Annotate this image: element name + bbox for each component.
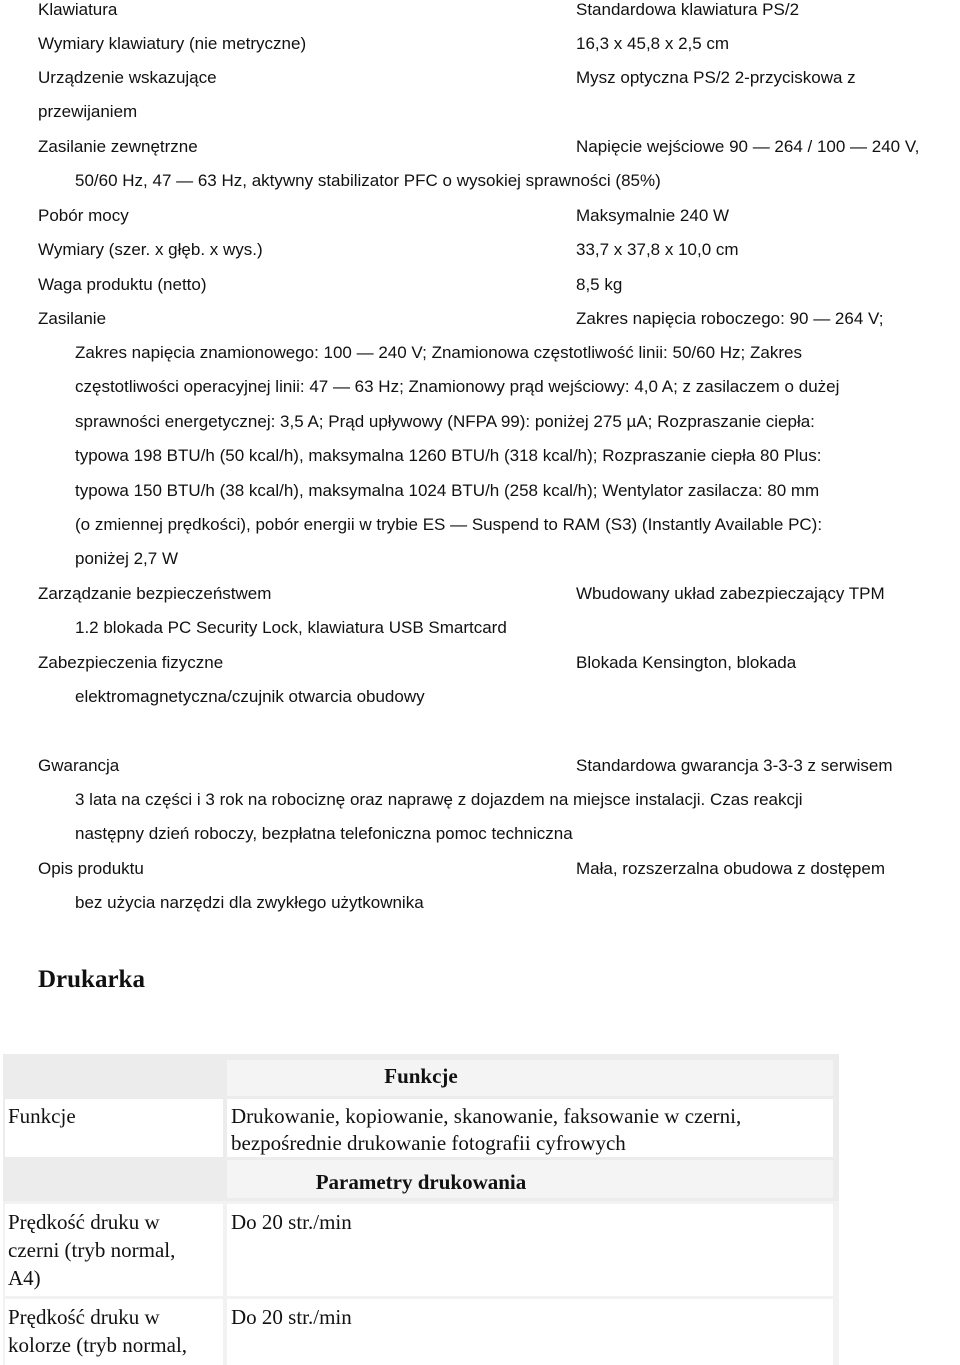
row-value-color-speed: Do 20 str./min (231, 1305, 352, 1329)
spec-label-external-power: Zasilanie zewnętrzne (38, 137, 198, 156)
spec-cont-warranty: następny dzień roboczy, bezpłatna telefoniczna pomoc techniczna (75, 824, 573, 843)
spec-label-pointing-device: Urządzenie wskazujące (38, 68, 217, 87)
spec-label-power-supply: Zasilanie (38, 309, 107, 328)
spec-cont-power-supply: częstotliwości operacyjnej linii: 47 — 63 Hz; Znamionowy prąd wejściowy: 4,0 A; z zasilaczem o dużej (75, 377, 840, 396)
spec-value-security-management: Wbudowany układ zabezpieczający TPM (576, 584, 885, 603)
row-label-functions: Funkcje (8, 1104, 76, 1128)
spec-value-warranty: Standardowa gwarancja 3-3-3 z serwisem (576, 756, 893, 775)
spec-value-power-consumption: Maksymalnie 240 W (576, 206, 730, 225)
spec-value-pointing-device: Mysz optyczna PS/2 2-przyciskowa z (576, 68, 856, 87)
spec-value-keyboard: Standardowa klawiatura PS/2 (576, 0, 800, 19)
spec-cont-power-supply: typowa 150 BTU/h (38 kcal/h), maksymalna 1024 BTU/h (258 kcal/h); Wentylator zasilacza: 80 mm (75, 481, 820, 500)
row-label-color-speed: Prędkość druku w (8, 1305, 160, 1329)
spec-cont-security-management: 1.2 blokada PC Security Lock, klawiatura USB Smartcard (75, 618, 507, 637)
spec-cont-power-supply: poniżej 2,7 W (75, 549, 178, 568)
spec-cont-power-supply: Zakres napięcia znamionowego: 100 — 240 V; Znamionowa częstotliwość linii: 50/60 Hz; Zakres (75, 343, 802, 362)
spec-label-keyboard: Klawiatura (38, 0, 118, 19)
row-value-black-speed: Do 20 str./min (231, 1210, 352, 1234)
spec-cont-warranty: 3 lata na części i 3 rok na robociznę oraz naprawę z dojazdem na miejsce instalacji. Czas reakcji (75, 790, 803, 809)
spec-label-physical-security: Zabezpieczenia fizyczne (38, 653, 224, 672)
spec-value-dimensions: 33,7 x 37,8 x 10,0 cm (576, 240, 739, 259)
row-label-color-speed: kolorze (tryb normal, (8, 1333, 188, 1357)
spec-value-keyboard-dimensions: 16,3 x 45,8 x 2,5 cm (576, 34, 730, 53)
table-header-print-parameters: Parametry drukowania (315, 1170, 527, 1194)
spec-cont-power-supply: sprawności energetycznej: 3,5 A; Prąd upływowy (NFPA 99): poniżej 275 µA; Rozpraszanie ciepła: (75, 412, 815, 431)
spec-cont-external-power: 50/60 Hz, 47 — 63 Hz, aktywny stabilizator PFC o wysokiej sprawności (85%) (75, 171, 661, 190)
row-label-black-speed: czerni (tryb normal, (8, 1238, 176, 1262)
spec-cont-product-description: bez użycia narzędzi dla zwykłego użytkownika (75, 893, 424, 912)
spec-label-weight: Waga produktu (netto) (38, 275, 207, 294)
spec-value-product-description: Mała, rozszerzalna obudowa z dostępem (576, 859, 885, 878)
spec-cont-pointing-device: przewijaniem (38, 102, 138, 121)
spec-value-weight: 8,5 kg (576, 275, 623, 294)
spec-cont-power-supply: typowa 198 BTU/h (50 kcal/h), maksymalna 1260 BTU/h (318 kcal/h); Rozpraszanie ciepła 80 Plus: (75, 446, 822, 465)
row-label-black-speed: Prędkość druku w (8, 1210, 160, 1234)
spec-label-power-consumption: Pobór mocy (38, 206, 129, 225)
spec-label-warranty: Gwarancja (38, 756, 120, 775)
spec-label-security-management: Zarządzanie bezpieczeństwem (38, 584, 272, 603)
spec-value-external-power: Napięcie wejściowe 90 — 264 / 100 — 240 V, (576, 137, 920, 156)
spec-label-keyboard-dimensions: Wymiary klawiatury (nie metryczne) (38, 34, 307, 53)
spec-cont-power-supply: (o zmiennej prędkości), pobór energii w trybie ES — Suspend to RAM (S3) (Instantly Available PC): (75, 515, 823, 534)
spec-value-physical-security: Blokada Kensington, blokada (576, 653, 797, 672)
spec-label-dimensions: Wymiary (szer. x głęb. x wys.) (38, 240, 263, 259)
spec-cont-physical-security: elektromagnetyczna/czujnik otwarcia obudowy (75, 687, 425, 706)
spec-label-product-description: Opis produktu (38, 859, 144, 878)
row-value-functions-line1: Drukowanie, kopiowanie, skanowanie, faksowanie w czerni, (231, 1104, 742, 1128)
table-header-functions: Funkcje (384, 1064, 458, 1088)
spec-value-power-supply: Zakres napięcia roboczego: 90 — 264 V; (576, 309, 884, 328)
row-label-black-speed: A4) (8, 1266, 41, 1290)
row-value-functions-line2: bezpośrednie drukowanie fotografii cyfrowych (231, 1131, 626, 1155)
section-title: Drukarka (38, 966, 145, 993)
